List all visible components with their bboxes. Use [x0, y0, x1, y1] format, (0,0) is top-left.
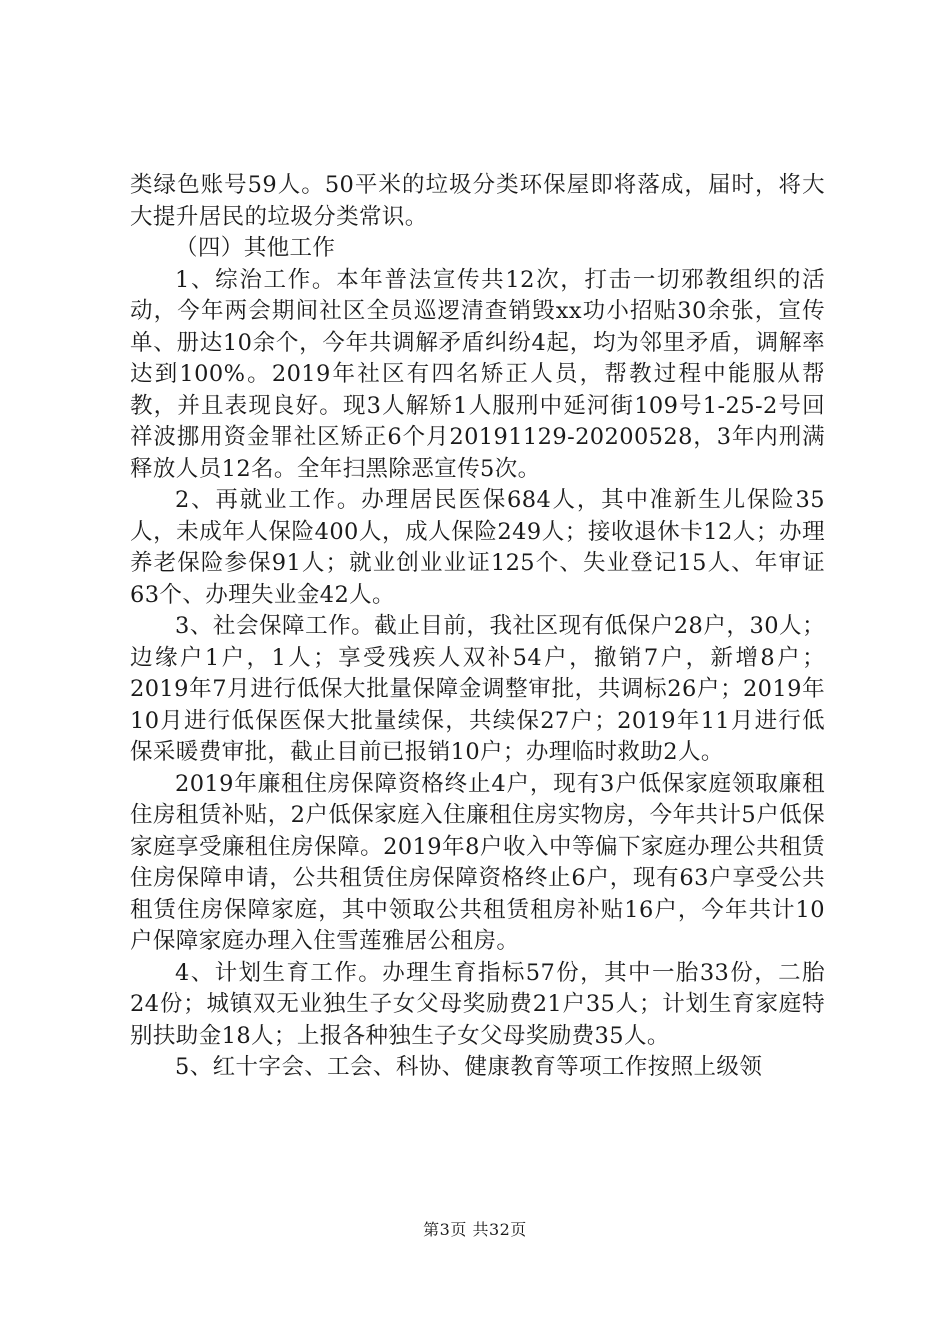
paragraph-family-planning: 4、计划生育工作。办理生育指标57份，其中一胎33份，二胎24份；城镇双无业独生子女父母奖励费21户35人；计划生育家庭特别扶助金18人；上报各种独生子女父母奖励费35人。 — [130, 959, 825, 1049]
document-body — [130, 170, 825, 1084]
paragraph-red-cross: 5、红十字会、工会、科协、健康教育等项工作按照上级领 — [175, 1054, 763, 1080]
paragraph-social-security: 3、社会保障工作。截止目前，我社区现有低保户28户，30人；边缘户1户，1人；享受残疾人双补54户，撤销7户，新增8户；2019年7月进行低保大批量保障金调整审批，共调标26户；2019年10月进行低保医保大批量续保，共续保27户；2019年11月进行低保采暖费审批，截止目前已报销10户；办理临时救助2人。 — [130, 613, 825, 765]
paragraph-comprehensive-governance: 1、综治工作。本年普法宣传共12次，打击一切邪教组织的活动，今年两会期间社区全员巡逻清查销毁xx功小招贴30余张，宣传单、册达10余个，今年共调解矛盾纠纷4起，均为邻里矛盾，调解率达到100%。2019年社区有四名矫正人员，帮教过程中能服从帮教，并且表现良好。现3人解矫1人服刑中延河街109号1-25-2号回祥波挪用资金罪社区矫正6个月20191129-20200528，3年内刑满释放人员12名。全年扫黑除恶宣传5次。 — [130, 266, 825, 482]
section-heading-other-work: （四）其他工作 — [175, 235, 336, 261]
paragraph-continuation: 类绿色账号59人。50平米的垃圾分类环保屋即将落成，届时，将大大提升居民的垃圾分类常识。 — [130, 172, 825, 230]
paragraph-housing-security: 2019年廉租住房保障资格终止4户，现有3户低保家庭领取廉租住房租赁补贴，2户低保家庭入住廉租住房实物房，今年共计5户低保家庭享受廉租住房保障。2019年8户收入中等偏下家庭办理公共租赁住房保障申请，公共租赁住房保障资格终止6户，现有63户享受公共租赁住房保障家庭，其中领取公共租赁租房补贴16户，今年共计10户保障家庭办理入住雪莲雅居公租房。 — [130, 770, 825, 954]
paragraph-reemployment: 2、再就业工作。办理居民医保684人，其中准新生儿保险35人，未成年人保险400人，成人保险249人；接收退休卡12人；办理养老保险参保91人；就业创业业证125个、失业登记15人、年审证63个、办理失业金42人。 — [130, 487, 825, 608]
page-number-footer: 第3页 共32页 — [423, 1220, 527, 1239]
